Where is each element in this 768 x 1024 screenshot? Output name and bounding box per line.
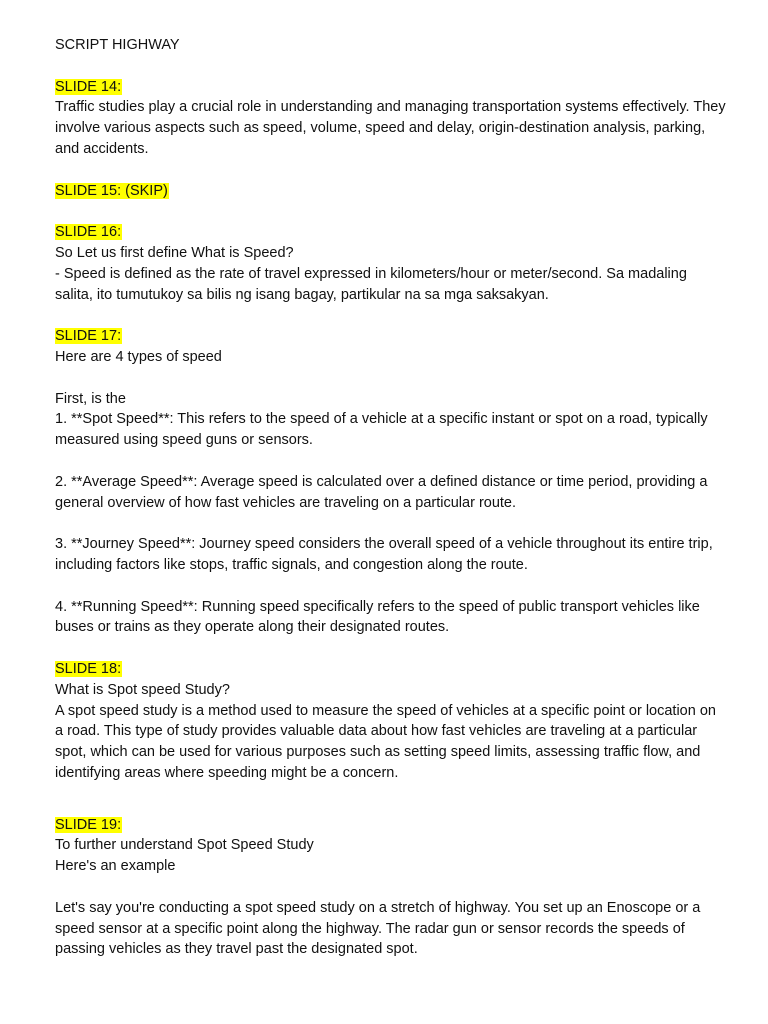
slide-19-heading-text: SLIDE 19: (55, 816, 122, 833)
spacer (55, 513, 728, 534)
spacer (55, 451, 728, 472)
slide-15-heading-text: SLIDE 15: (SKIP) (55, 182, 168, 199)
spacer (55, 638, 728, 659)
slide-14-text: Traffic studies play a crucial role in understanding and managing transportation systems effectively. They involve various aspects such as speed, volume, speed and delay, origin-destination analysis, parking, and accidents. (55, 99, 726, 157)
spacer (55, 576, 728, 597)
slide-17-item-3: 3. **Journey Speed**: Journey speed considers the overall speed of a vehicle throughout its entire trip, including factors like stops, traffic signals, and congestion along the route. (55, 536, 713, 573)
spacer (55, 784, 728, 815)
slide-19-heading (55, 815, 728, 836)
slide-14-heading-text: SLIDE 14: (55, 78, 122, 95)
slide-17-item-2: 2. **Average Speed**: Average speed is calculated over a defined distance or time period, providing a general overview of how fast vehicles are traveling on a particular route. (55, 473, 708, 511)
spacer (55, 877, 728, 898)
slide-14-heading (55, 77, 728, 98)
slide-18-question: What is Spot speed Study? (55, 681, 230, 698)
slide-17-heading-text: SLIDE 17: (55, 328, 122, 345)
slide-17-intro: Here are 4 types of speed (55, 348, 222, 365)
spacer (55, 305, 728, 326)
slide-18-heading (55, 659, 728, 680)
spacer (55, 201, 728, 222)
slide-18-heading-text: SLIDE 18: (55, 660, 122, 677)
slide-17-heading (55, 326, 728, 347)
spacer (55, 368, 728, 389)
spacer (55, 160, 728, 181)
slide-17-first: First, is the (55, 390, 126, 407)
document-title: SCRIPT HIGHWAY (55, 37, 180, 53)
slide-16-heading-text: SLIDE 16: (55, 224, 122, 241)
slide-19-text: Let's say you're conducting a spot speed study on a stretch of highway. You set up an Enoscope or a speed sensor at a specific point along the highway. The radar gun or sensor records the speeds of passing vehicles as they travel past the designated spot. (55, 899, 701, 958)
slide-17-item-1: 1. **Spot Speed**: This refers to the speed of a vehicle at a specific instant or spot on a road, typically measured using speed guns or sensors. (55, 411, 708, 449)
slide-17-item-4: 4. **Running Speed**: Running speed specifically refers to the speed of public transport vehicles like buses or trains as they operate along their designated routes. (55, 598, 700, 636)
spacer (55, 56, 728, 77)
slide-15-heading (55, 181, 728, 202)
slide-16-question: So Let us first define What is Speed? (55, 244, 294, 261)
slide-19-line-1: To further understand Spot Speed Study (55, 837, 314, 854)
slide-16-heading (55, 222, 728, 243)
slide-16-definition: - Speed is defined as the rate of travel expressed in kilometers/hour or meter/second. Sa madaling salita, ito tumutukoy sa bilis ng isang bagay, partikular na sa mga saksakyan. (55, 265, 687, 303)
slide-18-text: A spot speed study is a method used to measure the speed of vehicles at a specific point or location on a road. This type of study provides valuable data about how fast vehicles are traveling at a particular spot, which can be used for various purposes such as setting speed limits, assessing traffic flow, and identifying areas where speeding might be a concern. (55, 702, 716, 781)
slide-19-line-2: Here's an example (55, 858, 176, 875)
